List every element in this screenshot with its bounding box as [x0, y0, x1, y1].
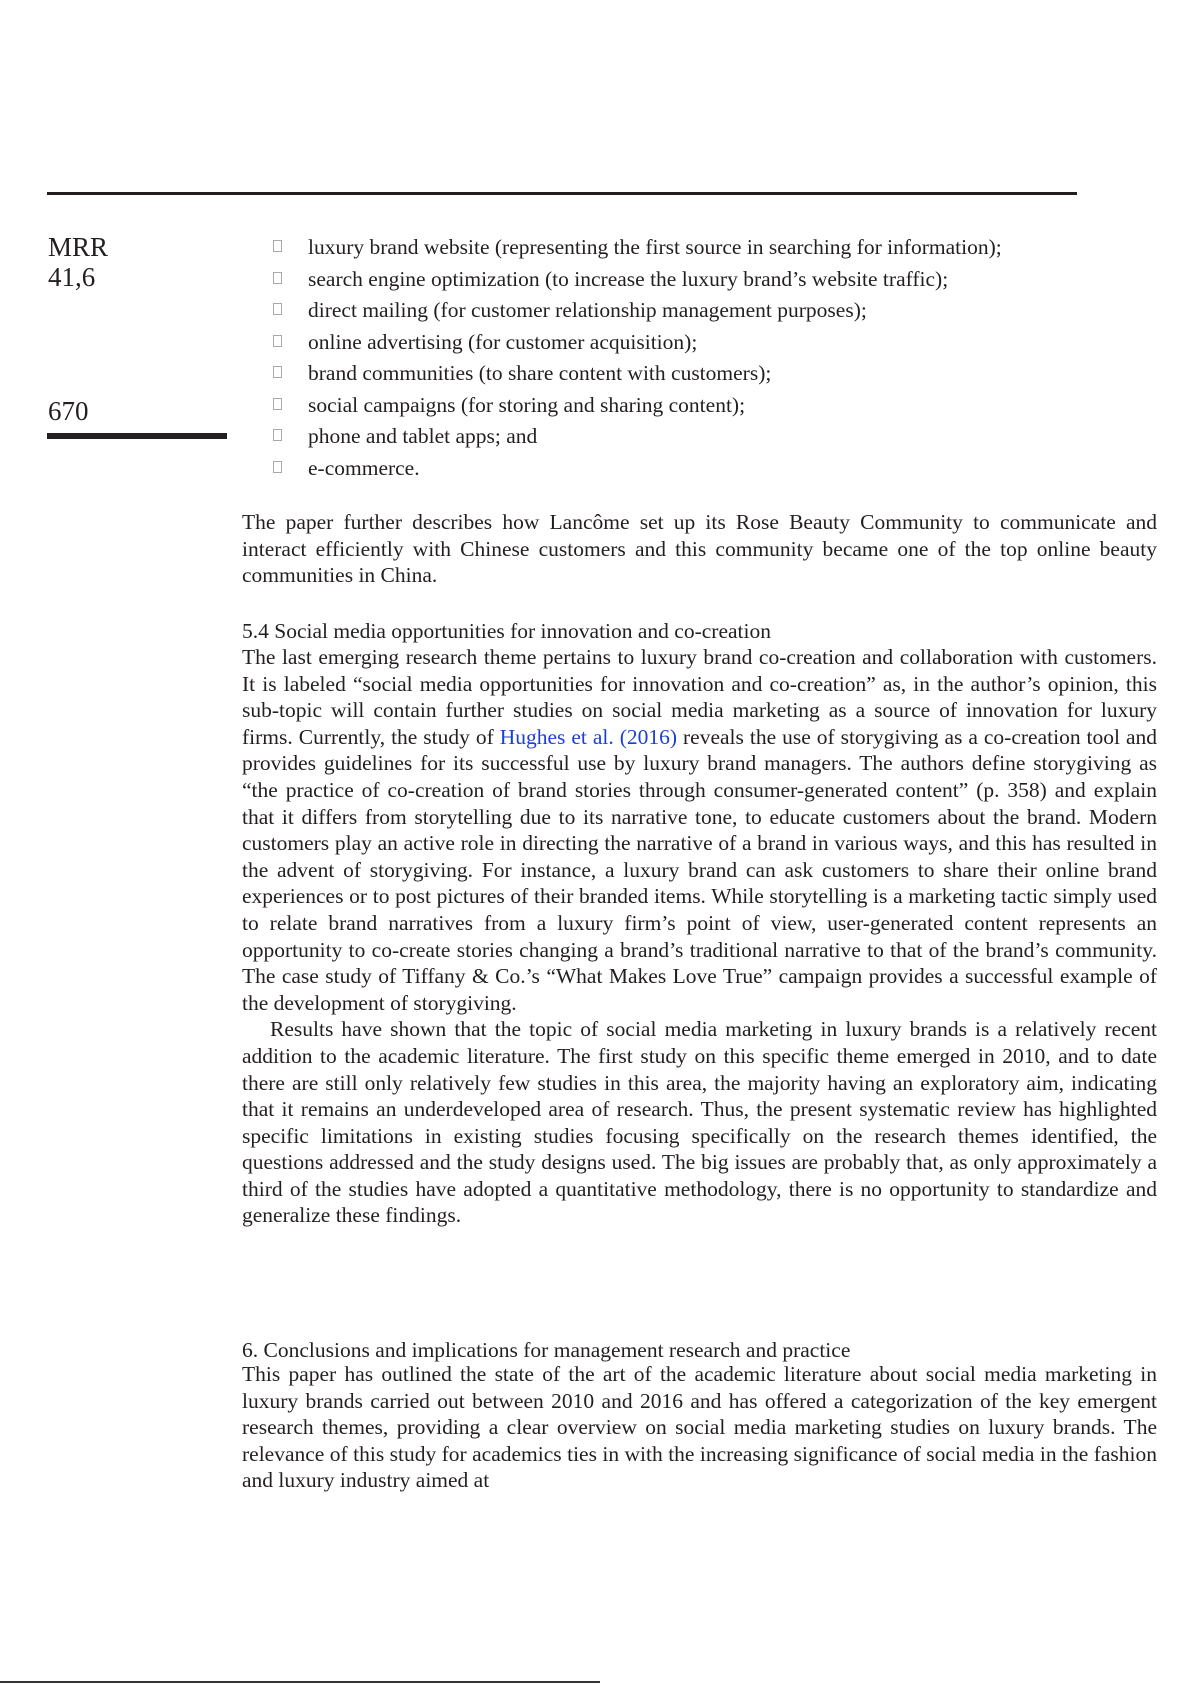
- bullet-icon: [273, 240, 282, 252]
- list-item: [270, 232, 1002, 264]
- list-item-text: phone and tablet apps; and: [308, 424, 538, 448]
- section-5-4-body: [242, 644, 1157, 1229]
- paragraph-text: reveals the use of storygiving as a co-creation tool and provides guidelines for its successful use by luxury brand managers. The authors define storygiving as “the practice of co-creation of brand stories through consumer-generated content” (p. 358) and explain that it differs from storytelling due to its narrative tone, to educate customers about the brand. Modern customers play an active role in directing the narrative of a brand in various ways, and this has resulted in the advent of storygiving. For instance, a luxury brand can ask customers to share their online brand experiences or to post pictures of their branded items. While storytelling is a marketing tactic simply used to relate brand narratives from a luxury firm’s point of view, user-generated content represents an opportunity to co-create stories changing a brand’s traditional narrative to that of the brand’s community. The case study of Tiffany & Co.’s “What Makes Love True” campaign provides a successful example of the development of storygiving.: [242, 724, 1157, 1015]
- list-item: [270, 358, 1002, 390]
- running-header: [48, 232, 108, 292]
- bullet-icon: [273, 303, 282, 315]
- bullet-icon: [273, 335, 282, 347]
- list-item: [270, 390, 1002, 422]
- paragraph: [242, 644, 1157, 1016]
- header-rule: [47, 192, 1077, 195]
- bullet-icon: [273, 429, 282, 441]
- paragraph: The paper further describes how Lancôme set up its Rose Beauty Community to communicate and interact efficiently with Chinese customers and this community became one of the top online beauty communities in China.: [242, 510, 1157, 588]
- bullet-icon: [273, 461, 282, 473]
- list-item-text: brand communities (to share content with customers);: [308, 361, 772, 385]
- bullet-list: [270, 232, 1002, 484]
- list-item: [270, 295, 1002, 327]
- list-item-text: online advertising (for customer acquisition);: [308, 329, 698, 354]
- citation-link[interactable]: Hughes et al. (2016): [499, 724, 678, 749]
- section-5-4-heading: 5.4 Social media opportunities for innovation and co-creation: [242, 619, 771, 643]
- page-number-rule: [47, 433, 227, 439]
- list-item: [270, 421, 1002, 453]
- volume-issue: 41,6: [48, 262, 96, 292]
- bottom-edge-mark: [0, 1681, 600, 1683]
- page-number: 670: [48, 396, 89, 426]
- paragraph: This paper has outlined the state of the art of the academic literature about social media marketing in luxury brands carried out between 2010 and 2016 and has offered a categorization of the key emergent research themes, providing a clear overview on social media marketing studies on luxury brands. The relevance of this study for academics ties in with the increasing significance of social media in the fashion and luxury industry aimed at: [242, 1362, 1157, 1493]
- list-item-text: luxury brand website (representing the first source in searching for information);: [308, 235, 1002, 259]
- bullet-icon: [273, 366, 282, 378]
- list-item-text: direct mailing (for customer relationship management purposes);: [308, 298, 867, 322]
- list-item-text: social campaigns (for storing and sharing content);: [308, 392, 746, 417]
- list-item: [270, 264, 1002, 296]
- list-item: [270, 453, 1002, 485]
- bullet-icon: [273, 272, 282, 284]
- journal-code: MRR: [48, 232, 109, 262]
- paragraph-text: The last emerging research theme pertains to luxury brand co-creation and collaboration with customers. It is labeled “social media opportunities for innovation and co-creation” as, in the author’s opinion, this sub-topic will contain further studies on social media marketing as a source of innovation for luxury firms. Currently, the study of: [242, 645, 1157, 749]
- list-item-text: e-commerce.: [308, 455, 420, 480]
- list-item-text: search engine optimization (to increase the luxury brand’s website traffic);: [308, 266, 949, 291]
- bullet-icon: [273, 398, 282, 410]
- paragraph: Results have shown that the topic of social media marketing in luxury brands is a relatively recent addition to the academic literature. The first study on this specific theme emerged in 2010, and to date there are still only relatively few studies in this area, the majority having an exploratory aim, indicating that it remains an underdeveloped area of research. Thus, the present systematic review has highlighted specific limitations in existing studies focusing specifically on the research themes identified, the questions addressed and the study designs used. The big issues are probably that, as only approximately a third of the studies have adopted a quantitative methodology, there is no opportunity to standardize and generalize these findings.: [242, 1017, 1157, 1228]
- list-item: [270, 327, 1002, 359]
- section-6-body: [242, 1361, 1157, 1494]
- intro-paragraph: [242, 509, 1157, 589]
- section-6-heading: 6. Conclusions and implications for management research and practice: [242, 1338, 851, 1362]
